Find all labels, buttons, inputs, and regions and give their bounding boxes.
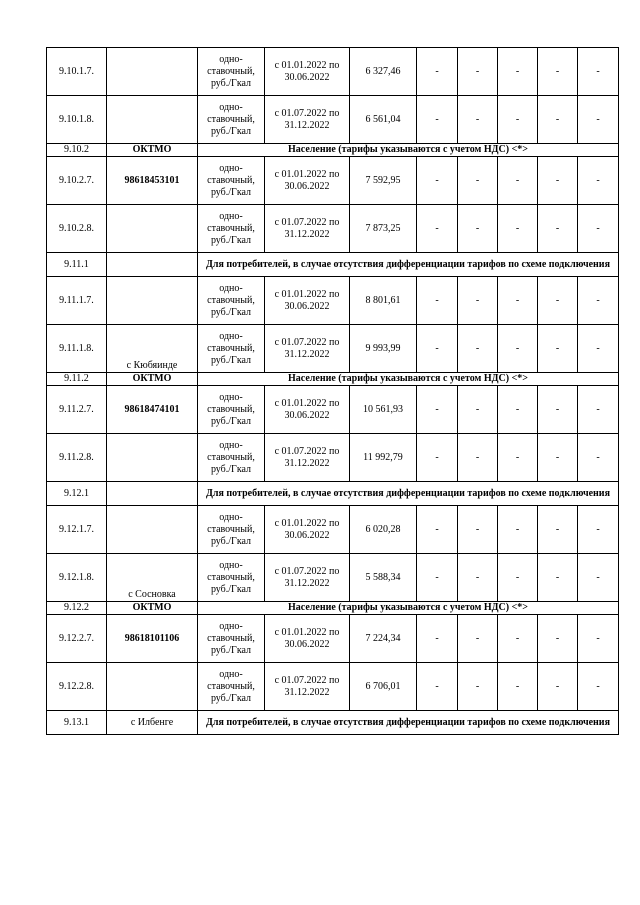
region-cell — [107, 506, 198, 554]
empty-value: - — [498, 434, 538, 482]
tariff-value: 6 706,01 — [350, 663, 417, 711]
table-row — [47, 277, 619, 325]
empty-value: - — [538, 96, 578, 144]
empty-value: - — [458, 434, 498, 482]
oktmo-label: ОКТМО — [107, 602, 198, 615]
empty-value: - — [578, 506, 619, 554]
empty-value: - — [417, 554, 458, 602]
empty-value: - — [538, 663, 578, 711]
tariff-value: 7 224,34 — [350, 615, 417, 663]
empty-value: - — [578, 48, 619, 96]
region-cell — [107, 434, 198, 482]
row-code: 9.13.1 — [47, 711, 107, 735]
section-header: Для потребителей, в случае отсутствия дифференциации тарифов по схеме подключения — [198, 253, 619, 277]
section-header: Население (тарифы указываются с учетом НДС) <*> — [198, 602, 619, 615]
empty-value: - — [578, 663, 619, 711]
table-row — [47, 48, 619, 96]
tariff-period: с 01.07.2022 по 31.12.2022 — [265, 205, 350, 253]
tariff-type: одно-ставочный, руб./Гкал — [198, 96, 265, 144]
tariff-type: одно-ставочный, руб./Гкал — [198, 277, 265, 325]
empty-value: - — [458, 48, 498, 96]
region-name: с Кюбяинде — [107, 325, 198, 373]
empty-value: - — [538, 506, 578, 554]
section-header: Для потребителей, в случае отсутствия дифференциации тарифов по схеме подключения — [198, 482, 619, 506]
table-row — [47, 615, 619, 663]
table-row — [47, 506, 619, 554]
empty-value: - — [417, 96, 458, 144]
region-cell — [107, 663, 198, 711]
empty-value: - — [578, 615, 619, 663]
row-code: 9.12.1 — [47, 482, 107, 506]
tariff-value: 6 327,46 — [350, 48, 417, 96]
row-code: 9.12.2.7. — [47, 615, 107, 663]
tariff-type: одно-ставочный, руб./Гкал — [198, 554, 265, 602]
empty-value: - — [417, 615, 458, 663]
empty-value: - — [578, 205, 619, 253]
empty-value: - — [538, 554, 578, 602]
empty-value: - — [417, 277, 458, 325]
tariff-period: с 01.07.2022 по 31.12.2022 — [265, 325, 350, 373]
region-cell — [107, 96, 198, 144]
table-row — [47, 157, 619, 205]
empty-value: - — [417, 663, 458, 711]
tariff-period: с 01.01.2022 по 30.06.2022 — [265, 277, 350, 325]
row-code: 9.12.2.8. — [47, 663, 107, 711]
tariff-type: одно-ставочный, руб./Гкал — [198, 325, 265, 373]
tariff-period: с 01.01.2022 по 30.06.2022 — [265, 506, 350, 554]
empty-value: - — [538, 277, 578, 325]
region-cell — [107, 482, 198, 506]
empty-value: - — [458, 663, 498, 711]
empty-value: - — [458, 205, 498, 253]
table-row — [47, 144, 619, 157]
tariff-value: 7 873,25 — [350, 205, 417, 253]
row-code: 9.11.1.7. — [47, 277, 107, 325]
empty-value: - — [417, 325, 458, 373]
empty-value: - — [417, 48, 458, 96]
empty-value: - — [458, 615, 498, 663]
region-cell — [107, 277, 198, 325]
empty-value: - — [417, 157, 458, 205]
tariff-period: с 01.01.2022 по 30.06.2022 — [265, 615, 350, 663]
tariff-period: с 01.01.2022 по 30.06.2022 — [265, 157, 350, 205]
tariff-table — [46, 47, 619, 735]
empty-value: - — [578, 434, 619, 482]
empty-value: - — [578, 157, 619, 205]
empty-value: - — [498, 48, 538, 96]
empty-value: - — [458, 157, 498, 205]
table-row — [47, 253, 619, 277]
empty-value: - — [458, 277, 498, 325]
empty-value: - — [498, 663, 538, 711]
empty-value: - — [458, 386, 498, 434]
table-row — [47, 434, 619, 482]
empty-value: - — [458, 554, 498, 602]
empty-value: - — [458, 325, 498, 373]
tariff-value: 6 020,28 — [350, 506, 417, 554]
tariff-type: одно-ставочный, руб./Гкал — [198, 434, 265, 482]
empty-value: - — [578, 325, 619, 373]
row-code: 9.11.2 — [47, 373, 107, 386]
oktmo-code: 98618474101 — [107, 386, 198, 434]
empty-value: - — [578, 277, 619, 325]
tariff-period: с 01.07.2022 по 31.12.2022 — [265, 663, 350, 711]
section-header: Население (тарифы указываются с учетом НДС) <*> — [198, 373, 619, 386]
section-header: Для потребителей, в случае отсутствия дифференциации тарифов по схеме подключения — [198, 711, 619, 735]
row-code: 9.10.2.8. — [47, 205, 107, 253]
empty-value: - — [458, 506, 498, 554]
table-row — [47, 373, 619, 386]
empty-value: - — [417, 386, 458, 434]
empty-value: - — [498, 157, 538, 205]
tariff-value: 9 993,99 — [350, 325, 417, 373]
tariff-period: с 01.07.2022 по 31.12.2022 — [265, 96, 350, 144]
empty-value: - — [498, 506, 538, 554]
region-name: с Илбенге — [107, 711, 198, 735]
table-row — [47, 554, 619, 602]
empty-value: - — [538, 205, 578, 253]
empty-value: - — [498, 615, 538, 663]
row-code: 9.12.2 — [47, 602, 107, 615]
empty-value: - — [498, 96, 538, 144]
oktmo-label: ОКТМО — [107, 144, 198, 157]
table-row — [47, 711, 619, 735]
tariff-type: одно-ставочный, руб./Гкал — [198, 157, 265, 205]
row-code: 9.10.1.8. — [47, 96, 107, 144]
empty-value: - — [538, 48, 578, 96]
tariff-period: с 01.01.2022 по 30.06.2022 — [265, 48, 350, 96]
tariff-period: с 01.07.2022 по 31.12.2022 — [265, 434, 350, 482]
empty-value: - — [417, 205, 458, 253]
empty-value: - — [538, 386, 578, 434]
region-cell — [107, 48, 198, 96]
tariff-type: одно-ставочный, руб./Гкал — [198, 506, 265, 554]
empty-value: - — [498, 277, 538, 325]
empty-value: - — [538, 615, 578, 663]
table-row — [47, 602, 619, 615]
table-row — [47, 205, 619, 253]
tariff-type: одно-ставочный, руб./Гкал — [198, 386, 265, 434]
region-cell — [107, 205, 198, 253]
empty-value: - — [458, 96, 498, 144]
tariff-type: одно-ставочный, руб./Гкал — [198, 48, 265, 96]
empty-value: - — [578, 386, 619, 434]
empty-value: - — [578, 96, 619, 144]
empty-value: - — [498, 205, 538, 253]
tariff-type: одно-ставочный, руб./Гкал — [198, 615, 265, 663]
section-header: Население (тарифы указываются с учетом НДС) <*> — [198, 144, 619, 157]
table-row — [47, 325, 619, 373]
row-code: 9.10.1.7. — [47, 48, 107, 96]
tariff-value: 5 588,34 — [350, 554, 417, 602]
table-row — [47, 482, 619, 506]
region-name: с Сосновка — [107, 554, 198, 602]
oktmo-code: 98618101106 — [107, 615, 198, 663]
empty-value: - — [538, 434, 578, 482]
row-code: 9.11.2.7. — [47, 386, 107, 434]
tariff-value: 8 801,61 — [350, 277, 417, 325]
tariff-value: 10 561,93 — [350, 386, 417, 434]
tariff-period: с 01.01.2022 по 30.06.2022 — [265, 386, 350, 434]
row-code: 9.12.1.7. — [47, 506, 107, 554]
oktmo-label: ОКТМО — [107, 373, 198, 386]
empty-value: - — [498, 554, 538, 602]
empty-value: - — [498, 325, 538, 373]
region-cell — [107, 253, 198, 277]
table-row — [47, 96, 619, 144]
tariff-type: одно-ставочный, руб./Гкал — [198, 205, 265, 253]
tariff-value: 11 992,79 — [350, 434, 417, 482]
row-code: 9.12.1.8. — [47, 554, 107, 602]
row-code: 9.11.1.8. — [47, 325, 107, 373]
tariff-value: 7 592,95 — [350, 157, 417, 205]
tariff-period: с 01.07.2022 по 31.12.2022 — [265, 554, 350, 602]
row-code: 9.11.2.8. — [47, 434, 107, 482]
empty-value: - — [578, 554, 619, 602]
empty-value: - — [538, 157, 578, 205]
table-row — [47, 663, 619, 711]
empty-value: - — [417, 506, 458, 554]
row-code: 9.10.2 — [47, 144, 107, 157]
tariff-value: 6 561,04 — [350, 96, 417, 144]
row-code: 9.10.2.7. — [47, 157, 107, 205]
tariff-type: одно-ставочный, руб./Гкал — [198, 663, 265, 711]
row-code: 9.11.1 — [47, 253, 107, 277]
empty-value: - — [498, 386, 538, 434]
oktmo-code: 98618453101 — [107, 157, 198, 205]
empty-value: - — [538, 325, 578, 373]
table-row — [47, 386, 619, 434]
empty-value: - — [417, 434, 458, 482]
